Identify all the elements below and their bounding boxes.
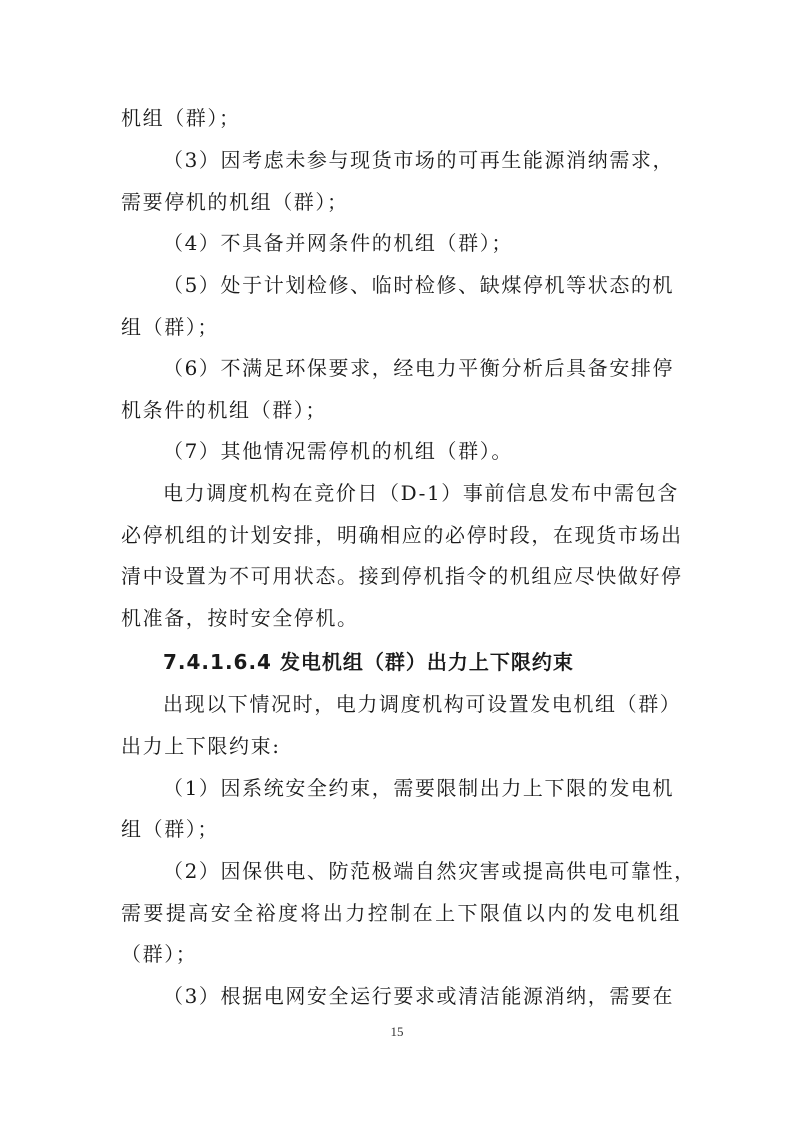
text-line: 出力上下限约束: (121, 734, 281, 758)
text-line: 需要提高安全裕度将出力控制在上下限值以内的发电机组 (121, 901, 681, 925)
text-line: （2）因保供电、防范极端自然灾害或提高供电可靠性， (163, 859, 696, 883)
text-line: 组（群）； (121, 817, 219, 841)
text-line: 机组（群）； (121, 106, 241, 130)
text-line: 组（群）； (121, 315, 219, 339)
page-number: 15 (390, 1024, 404, 1039)
text-line: （3）因考虑未参与现货市场的可再生能源消纳需求， (163, 148, 675, 172)
text-line: 电力调度机构在竞价日（D-1）事前信息发布中需包含 (163, 481, 679, 505)
text-line: （4）不具备并网条件的机组（群）； (163, 231, 513, 255)
text-line: （群）； (121, 942, 198, 966)
text-line: 出现以下情况时，电力调度机构可设置发电机组（群） (163, 692, 682, 716)
text-line: 需要停机的机组（群）； (121, 190, 349, 214)
section-heading: 7.4.1.6.4 发电机组（群）出力上下限约束 (163, 650, 574, 674)
text-line: 清中设置为不可用状态。接到停机指令的机组应尽快做好停 (121, 564, 683, 588)
text-line: 必停机组的计划安排，明确相应的必停时段，在现货市场出 (121, 523, 683, 547)
text-line: （7）其他情况需停机的机组（群）。 (163, 439, 513, 463)
text-line: （3）根据电网安全运行要求或清洁能源消纳，需要在 (163, 984, 675, 1008)
text-line: （5）处于计划检修、临时检修、缺煤停机等状态的机 (163, 273, 675, 297)
text-line: （1）因系统安全约束，需要限制出力上下限的发电机 (163, 776, 675, 800)
text-line: 机条件的机组（群）； (121, 398, 327, 422)
text-line: 机准备，按时安全停机。 (121, 606, 359, 630)
text-line: （6）不满足环保要求，经电力平衡分析后具备安排停 (163, 356, 675, 380)
